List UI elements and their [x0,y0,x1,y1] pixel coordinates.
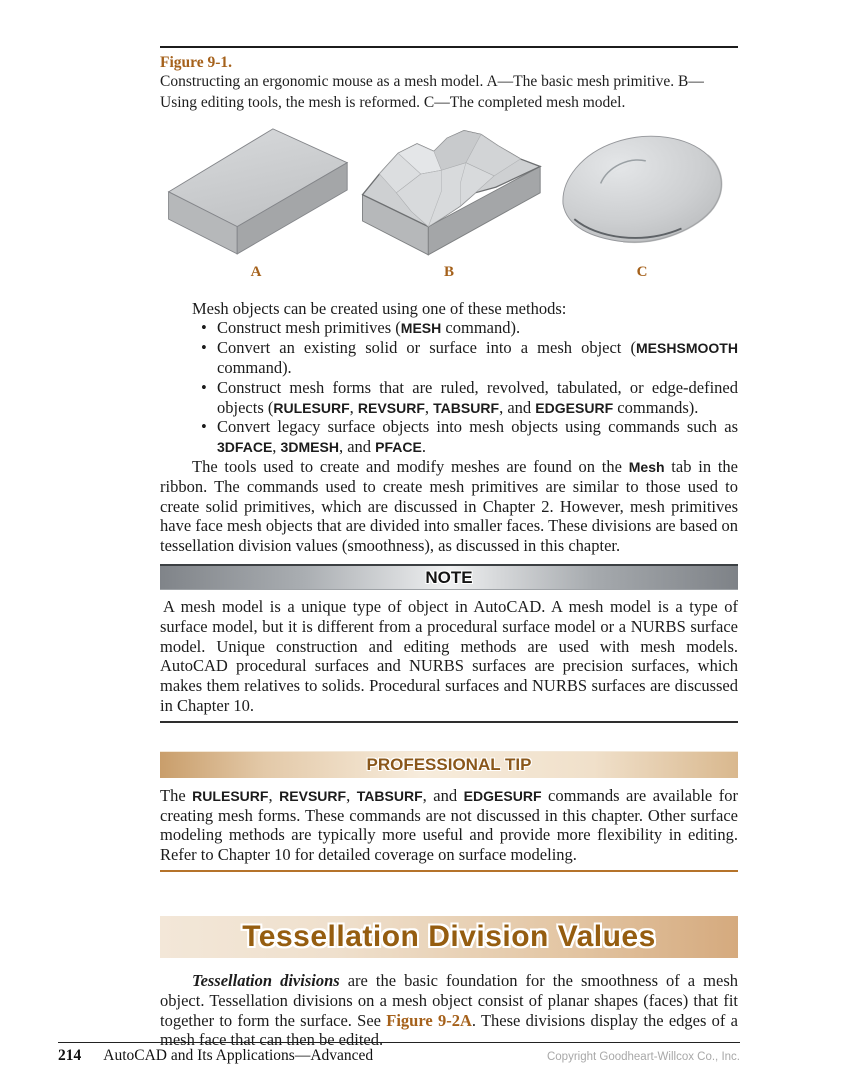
text-segment: MESH [400,320,442,337]
text-segment: Convert legacy surface objects into mesh objects using commands such as [217,417,738,437]
text-segment: 3DFACE [217,439,273,456]
professional-tip-header-label: PROFESSIONAL TIP [366,754,532,774]
text-segment: are the basic foundation for the smoothness of a mesh object. Tessellation divisions on a mesh object consist of planar shapes (faces) that fit together to form the surface. See [160,970,738,1030]
text-segment: TABSURF [356,787,423,804]
list-item-legacy-commands [160,417,738,457]
figure-cell-c [548,121,736,281]
text-segment: , and [499,397,536,417]
text-segment: The [160,785,193,805]
text-segment: Convert an existing solid or surface into a mesh object ( [217,338,636,358]
text-segment: REVSURF [279,787,347,804]
note-header-bar [160,564,738,590]
copyright-notice: Copyright Goodheart-Willcox Co., Inc. [546,1051,740,1063]
section-heading-bar [160,916,738,958]
text-segment: PFACE [375,439,422,456]
mesh-methods-list [160,318,738,457]
text-segment: , [346,785,357,805]
note-body: A mesh model is a unique type of object in AutoCAD. A mesh model is a type of surface model, but it is different from a procedural surface model or a NURBS surface model. Unique construction and editing methods are used with mesh models. AutoCAD procedural surfaces and NURBS surfaces are precision surfaces, which makes them relatives to solids. Procedural surfaces and NURBS surfaces are discussed in Chapter 10. [160,597,738,715]
page-content [160,0,738,1050]
tools-paragraph [160,457,738,556]
figure-sublabel-c: C [636,263,648,280]
figure-cell-b [355,121,543,281]
completed-mesh-model-image [548,121,736,258]
text-segment: . [421,437,427,457]
figure-sublabel-a: A [250,263,262,280]
page-footer [58,1042,740,1065]
text-segment: 3DMESH [280,439,339,456]
book-title: AutoCAD and Its Applications—Advanced [103,1047,374,1064]
text-segment: Figure 9-2A [386,1010,472,1030]
text-segment: EDGESURF [463,787,542,804]
professional-tip-bottom-rule [160,870,738,872]
note-header-label: NOTE [425,567,473,587]
text-segment: REVSURF [357,399,425,416]
text-segment: commands). [613,397,699,417]
figure-label: Figure 9-1. [160,54,233,71]
section-heading-text: Tessellation Division Values [242,919,656,953]
figure-images [160,121,738,281]
page-number: 214 [58,1047,82,1064]
text-segment: , [268,785,280,805]
text-segment: , and [338,437,376,457]
text-segment: , [272,437,281,457]
text-segment: commands are available for creating mesh forms. These commands are not discussed in this chapter. Other surface modeling methods are typically more useful and provide more flexibility in editing. Refer to Chapter 10 for detailed coverage on surface modeling. [160,785,739,865]
figure-sublabel-b: B [443,263,454,280]
text-segment: Construct mesh primitives ( [217,318,401,338]
basic-mesh-primitive-image [162,121,350,258]
text-segment: The tools used to create and modify meshes are found on the [192,457,629,477]
list-item-meshsmooth-command [160,338,738,378]
text-segment: tab in the ribbon. The commands used to create mesh primitives are similar to those used to create solid primitives, which are discussed in Chapter 2. However, mesh primitives have face mesh objects that are divided into smaller faces. These divisions are based on tessellation division values (smoothness), as discussed in this chapter. [160,457,738,556]
text-segment: command). [441,318,521,338]
figure-top-rule [160,46,738,48]
text-segment: MESHSMOOTH [635,340,738,357]
mesh-reformed-image [355,121,543,258]
text-segment: EDGESURF [535,399,614,416]
intro-lead-paragraph: Mesh objects can be created using one of these methods: [192,298,567,318]
list-item-surf-commands [160,378,738,418]
text-segment: . These divisions display the edges of a mesh face that can then be edited. [160,1010,738,1050]
professional-tip-body [160,786,738,865]
list-item-mesh-command [160,318,738,338]
text-segment: , [349,397,358,417]
text-segment: Construct mesh forms that are ruled, revolved, tabulated, or edge-defined objects ( [217,377,738,417]
figure-caption: Constructing an ergonomic mouse as a mesh model. A—The basic mesh primitive. B—Using editing tools, the mesh is reformed. C—The completed mesh model. [160,73,704,111]
text-segment: , and [422,785,464,805]
professional-tip-header-bar [160,751,738,778]
text-segment: Mesh [628,459,665,476]
note-bottom-rule [160,721,738,723]
text-segment: , [424,397,434,417]
tessellation-paragraph [160,971,738,1050]
text-segment: RULESURF [192,787,269,804]
text-segment: TABSURF [433,399,500,416]
text-segment: command). [217,358,292,378]
figure-cell-a [162,121,350,281]
text-segment: Tessellation divisions [192,970,340,990]
text-segment: RULESURF [273,399,350,416]
